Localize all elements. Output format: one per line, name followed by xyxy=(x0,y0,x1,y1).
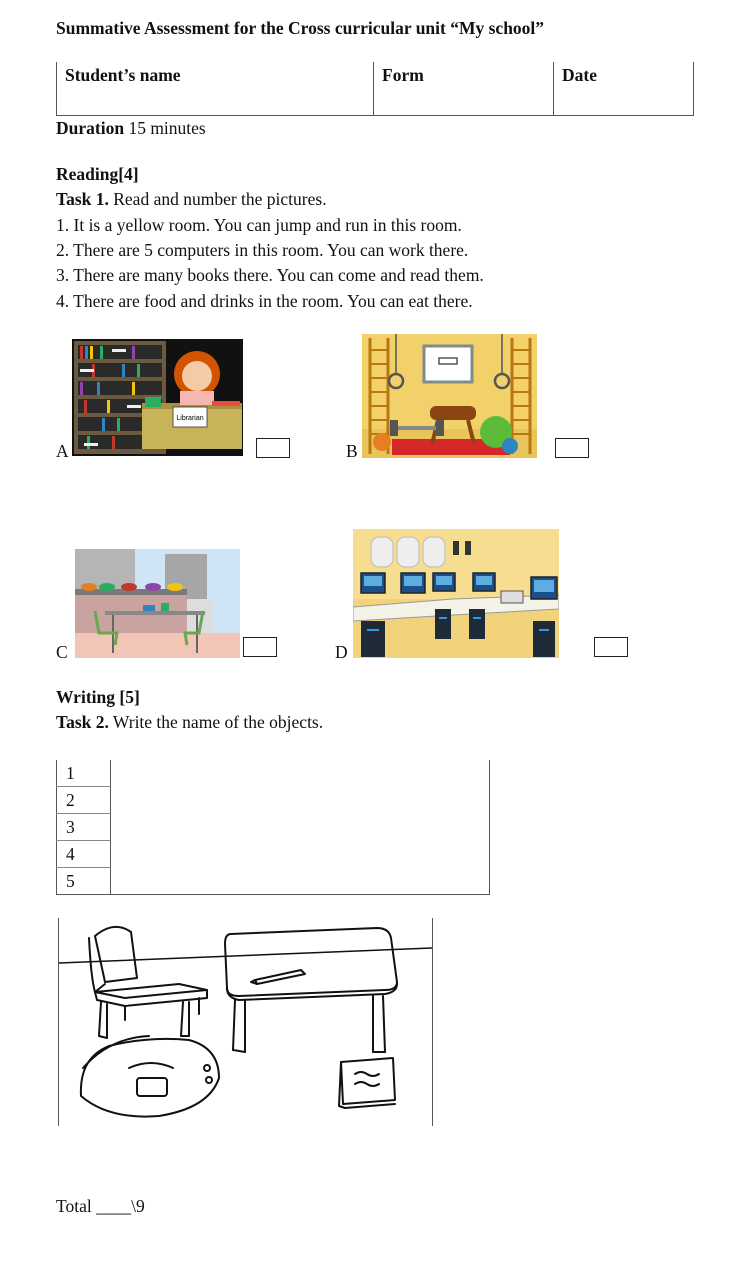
sentence-1: 1. It is a yellow room. You can jump and run in this room. xyxy=(56,215,462,235)
row-number: 3 xyxy=(57,814,111,841)
answer-cell-5[interactable] xyxy=(111,868,490,895)
answer-cell-3[interactable] xyxy=(111,814,490,841)
row-number: 5 xyxy=(57,868,111,895)
gym-picture xyxy=(362,334,537,458)
row-number: 1 xyxy=(57,760,111,787)
table-row xyxy=(57,787,490,814)
reading-heading: Reading[4] xyxy=(56,164,139,184)
librarian-sign: Librarian xyxy=(176,415,204,422)
picture-d-letter: D xyxy=(335,642,348,662)
picture-c-answer-box[interactable] xyxy=(243,637,277,657)
picture-b-letter: B xyxy=(346,441,358,461)
duration-line xyxy=(56,118,206,139)
total-score: Total ____\9 xyxy=(56,1196,145,1216)
reading-task-text: Read and number the pictures. xyxy=(113,189,327,209)
picture-c-letter: C xyxy=(56,642,68,662)
table-row xyxy=(57,814,490,841)
writing-task-label: Task 2. xyxy=(56,712,109,732)
picture-d-answer-box[interactable] xyxy=(594,637,628,657)
student-name-cell[interactable]: Student’s name xyxy=(57,62,374,116)
objects-drawing xyxy=(58,918,433,1126)
writing-task xyxy=(56,712,323,733)
date-cell[interactable]: Date xyxy=(554,62,694,116)
picture-a-answer-box[interactable] xyxy=(256,438,290,458)
library-picture xyxy=(72,339,243,456)
row-number: 2 xyxy=(57,787,111,814)
answers-table xyxy=(56,760,490,895)
picture-a-letter: A xyxy=(56,441,69,461)
table-row xyxy=(57,868,490,895)
duration-label: Duration xyxy=(56,118,125,138)
writing-heading: Writing [5] xyxy=(56,687,140,707)
row-number: 4 xyxy=(57,841,111,868)
reading-task-label: Task 1. xyxy=(56,189,109,209)
sentence-2: 2. There are 5 computers in this room. You can work there. xyxy=(56,240,469,260)
picture-b-answer-box[interactable] xyxy=(555,438,589,458)
duration-value: 15 minutes xyxy=(128,118,206,138)
table-row xyxy=(57,760,490,787)
sentence-3: 3. There are many books there. You can come and read them. xyxy=(56,265,484,285)
table-row xyxy=(57,841,490,868)
canteen-picture xyxy=(75,549,240,658)
answer-cell-2[interactable] xyxy=(111,787,490,814)
answer-cell-1[interactable] xyxy=(111,760,490,787)
answer-cell-4[interactable] xyxy=(111,841,490,868)
writing-task-text: Write the name of the objects. xyxy=(112,712,324,732)
form-cell[interactable]: Form xyxy=(374,62,554,116)
page-title: Summative Assessment for the Cross curricular unit “My school” xyxy=(56,18,545,38)
student-info-table xyxy=(56,62,694,116)
sentence-4: 4. There are food and drinks in the room. You can eat there. xyxy=(56,291,473,311)
reading-task xyxy=(56,189,327,210)
computer-room-picture xyxy=(353,529,559,658)
